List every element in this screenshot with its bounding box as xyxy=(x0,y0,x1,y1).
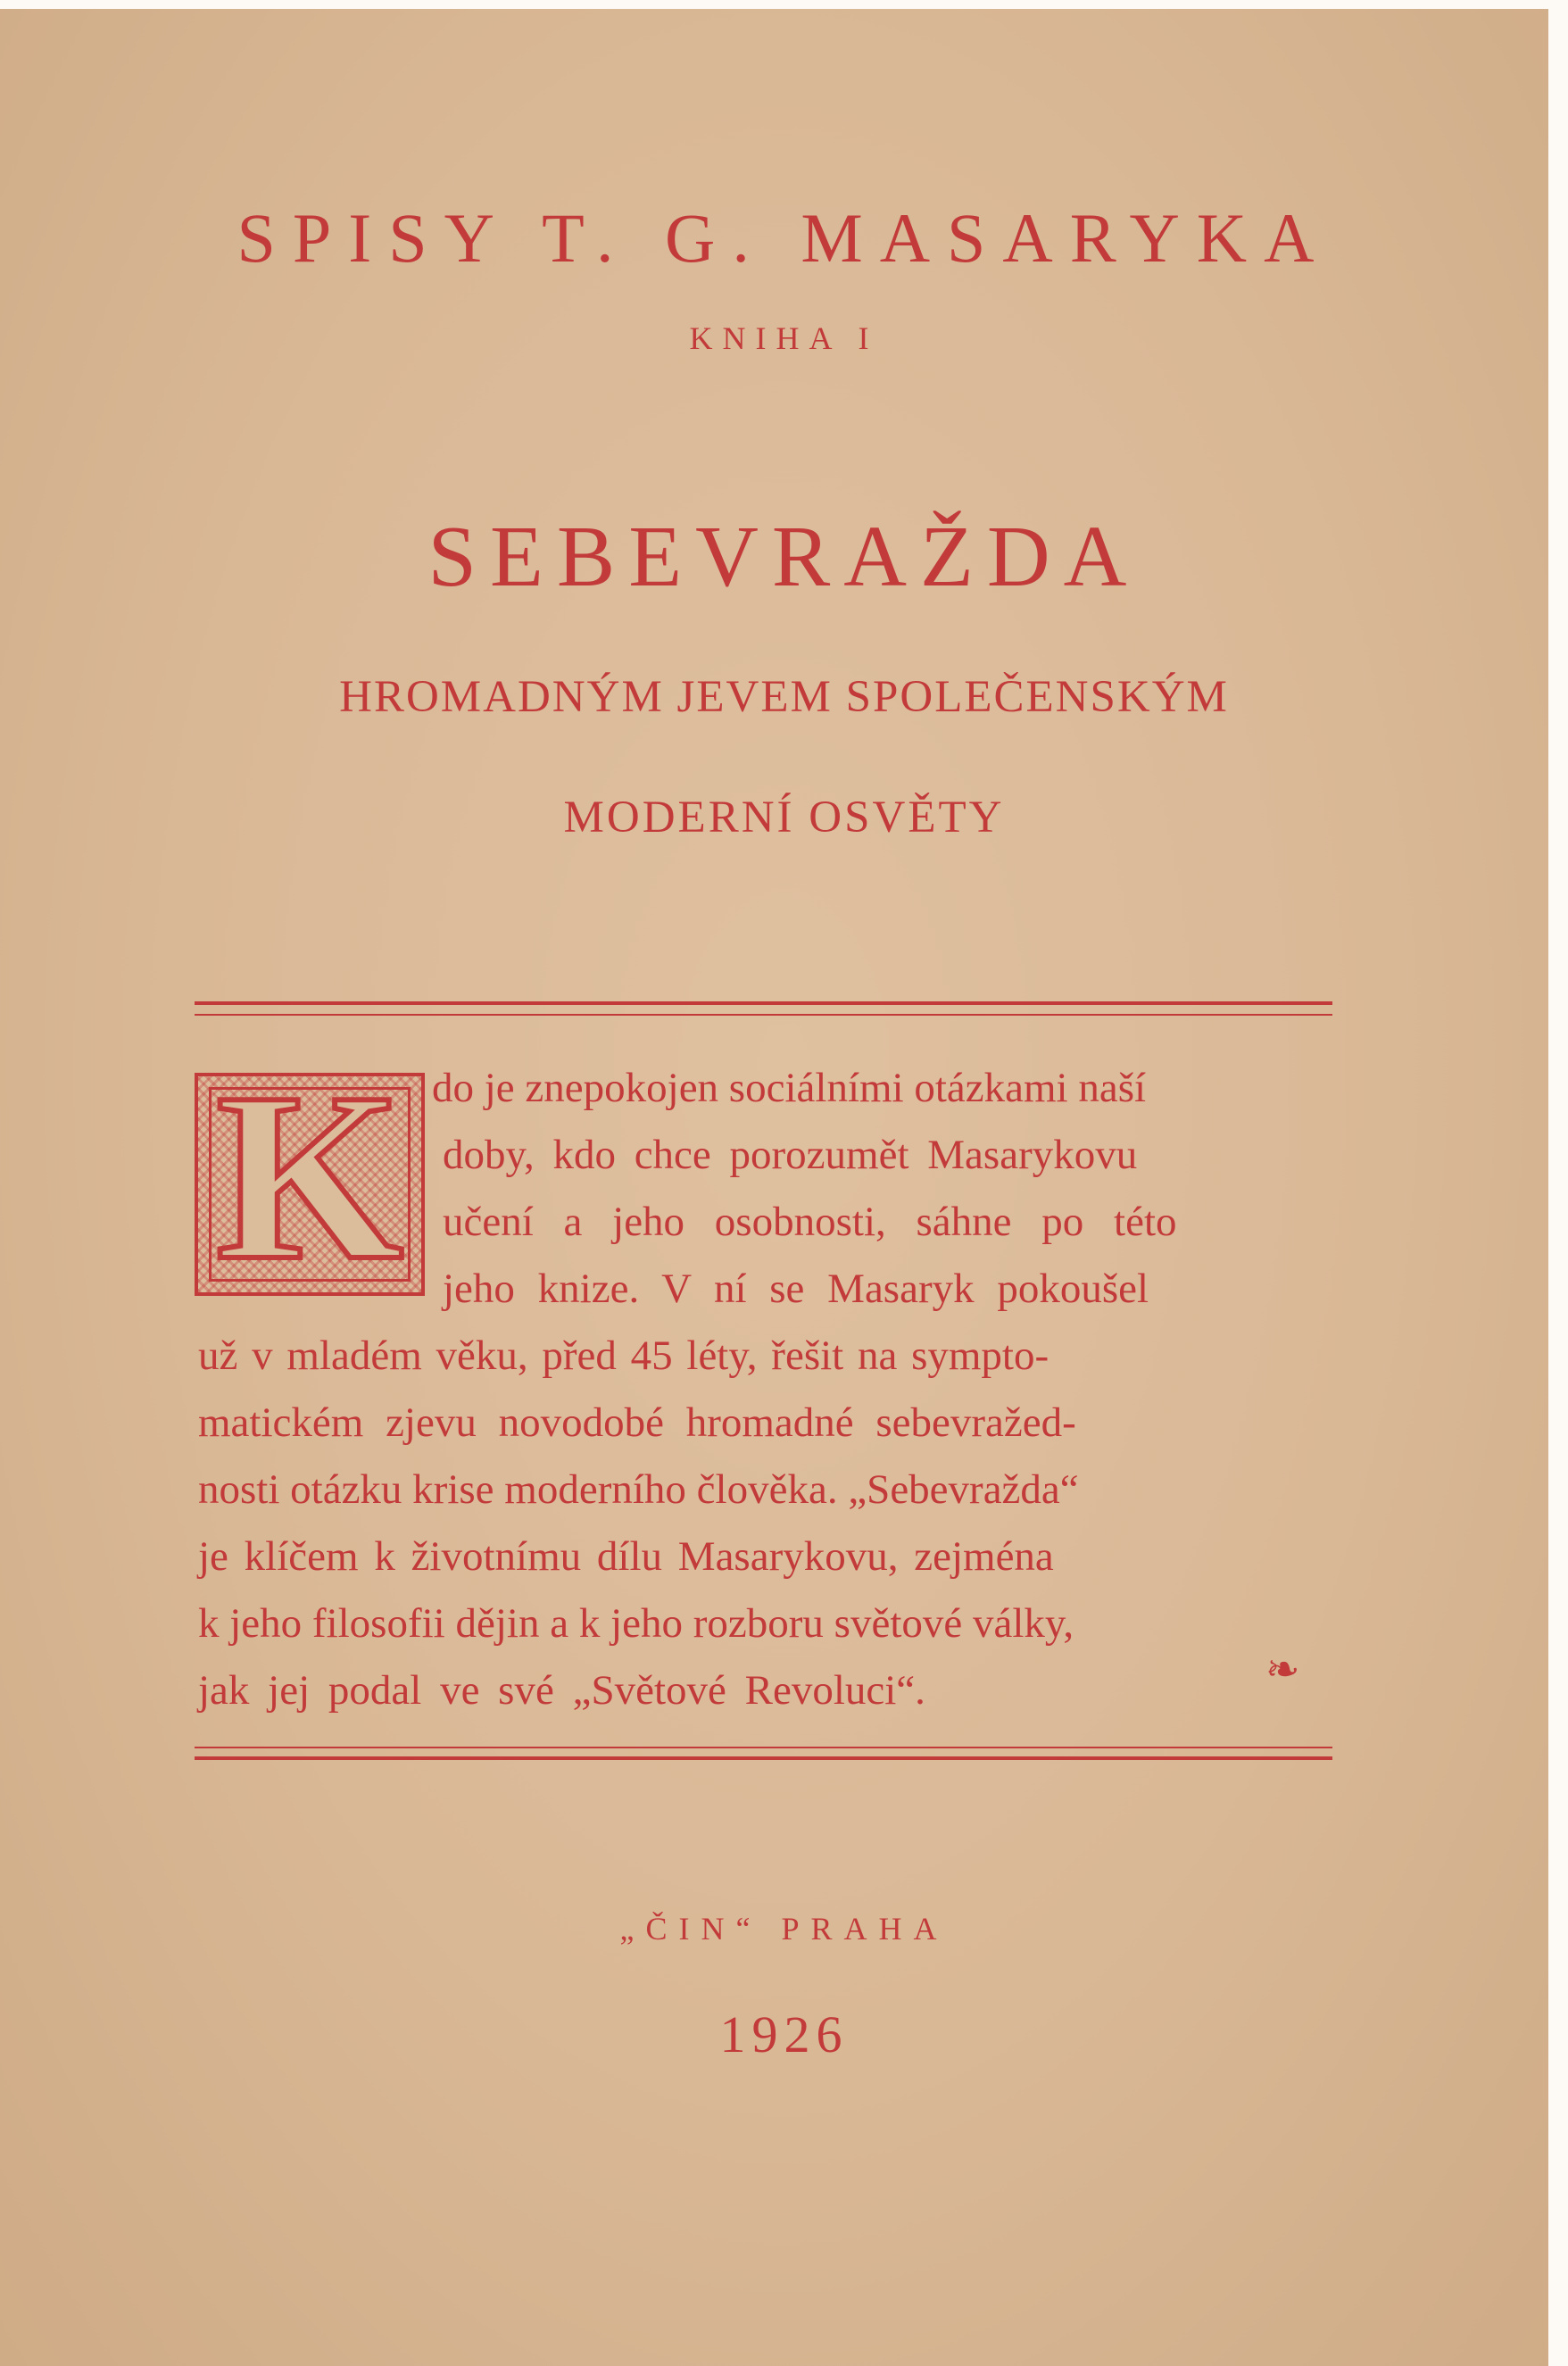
publication-year: 1926 xyxy=(719,2005,849,2063)
initial-letter: K xyxy=(215,1043,403,1310)
blurb-line-2: doby, kdo chce porozumět Masarykovu xyxy=(443,1132,1138,1178)
blurb-line-7: nosti otázku krise moderního člověka. „Sebevražda“ xyxy=(198,1466,1079,1513)
blurb-line-10: jak jej podal ve své „Světové Revoluci“. xyxy=(198,1667,925,1714)
publisher: „ČIN“ PRAHA xyxy=(619,1911,949,1947)
decorated-initial xyxy=(195,1043,425,1310)
bottom-rule-thin xyxy=(195,1747,1332,1748)
top-rule-thin xyxy=(195,1014,1332,1016)
bottom-rule xyxy=(195,1756,1332,1760)
book-number: KNIHA I xyxy=(689,320,879,356)
fleuron-icon: ❧ xyxy=(1265,1647,1300,1692)
blurb-line-3: učení a jeho osobnosti, sáhne po této xyxy=(443,1199,1177,1245)
blurb-line-8: je klíčem k životnímu dílu Masarykovu, zejména xyxy=(198,1533,1054,1580)
subtitle-line-1: HROMADNÝM JEVEM SPOLEČENSKÝM xyxy=(339,672,1229,722)
series-title: SPISY T. G. MASARYKA xyxy=(236,199,1332,277)
page-edge-top xyxy=(0,0,1568,9)
blurb-line-1: do je znepokojen sociálními otázkami naší xyxy=(432,1065,1147,1111)
blurb-line-6: matickém zjevu novodobé hromadné sebevražed- xyxy=(198,1399,1076,1446)
subtitle-line-2: MODERNÍ OSVĚTY xyxy=(563,793,1005,843)
blurb-line-5: už v mladém věku, před 45 léty, řešit na sympto- xyxy=(198,1332,1049,1379)
top-rule xyxy=(195,1001,1332,1005)
main-title: SEBEVRAŽDA xyxy=(427,509,1141,605)
blurb-line-4: jeho knize. V ní se Masaryk pokoušel xyxy=(443,1266,1149,1312)
blurb-line-9: k jeho filosofii dějin a k jeho rozboru světové války, xyxy=(198,1600,1074,1647)
